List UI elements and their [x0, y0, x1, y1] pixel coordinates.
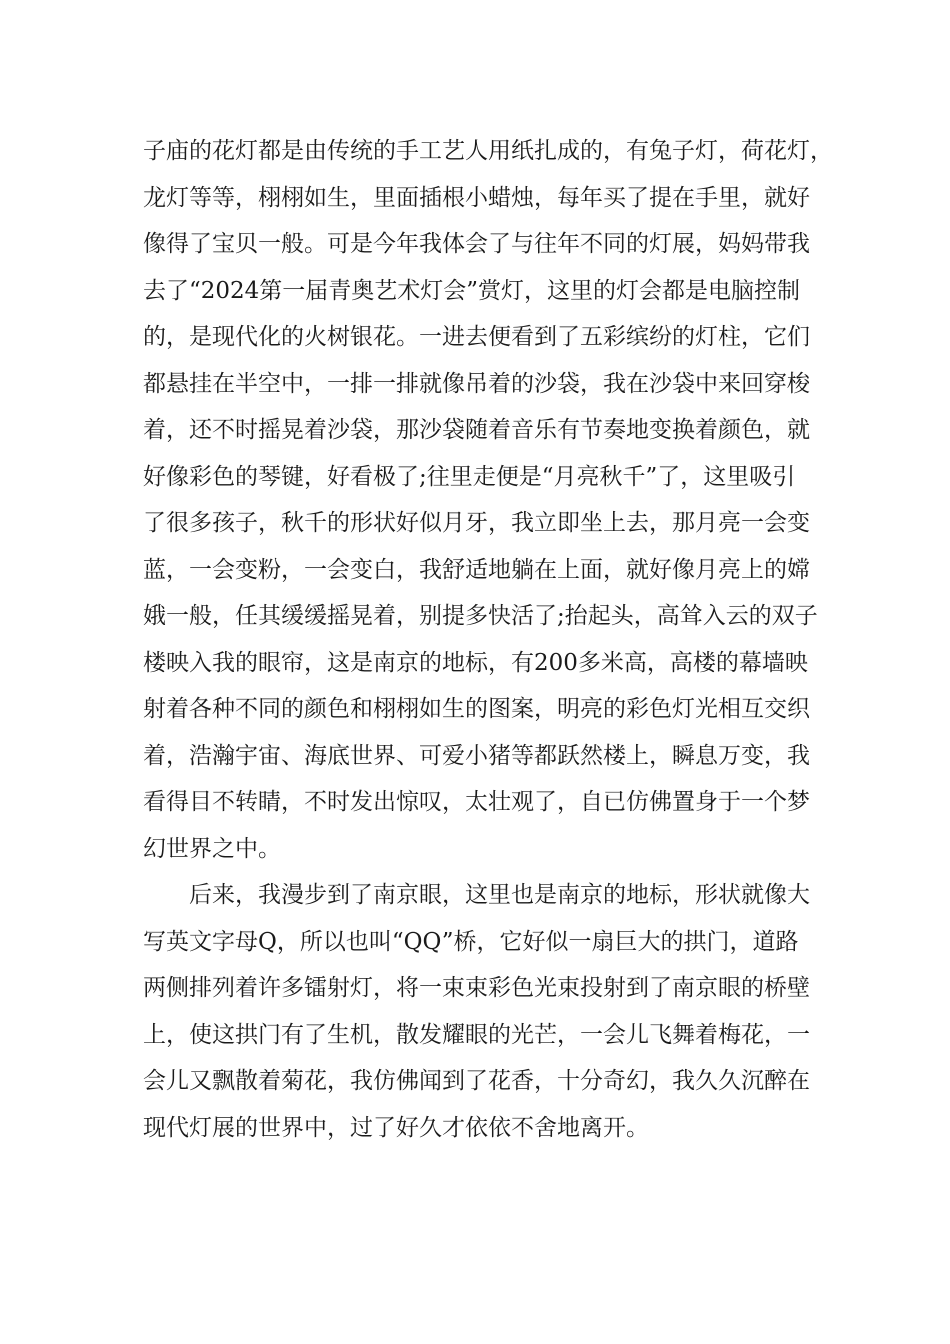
paragraph-1 [143, 128, 833, 872]
text-line: 写英文字母Q，所以也叫“QQ”桥，它好似一扇巨大的拱门，道路 [143, 928, 799, 955]
document-body [143, 128, 833, 1151]
text-line: 幻世界之中。 [143, 835, 281, 862]
text-line: 会儿又飘散着菊花，我仿佛闻到了花香，十分奇幻，我久久沉醉在 [143, 1068, 810, 1094]
text-line: 去了“2024第一届青奥艺术灯会”赏灯，这里的灯会都是电脑控制 [143, 277, 801, 304]
text-line: 都悬挂在半空中，一排一排就像吊着的沙袋，我在沙袋中来回穿梭 [143, 370, 810, 397]
text-line: 像得了宝贝一般。可是今年我体会了与往年不同的灯展，妈妈带我 [143, 231, 810, 257]
text-line: 上，使这拱门有了生机，散发耀眼的光芒，一会儿飞舞着梅花，一 [143, 1021, 810, 1048]
text-line: 现代灯展的世界中，过了好久才依依不舍地离开。 [143, 1114, 649, 1141]
text-line: 好像彩色的琴键，好看极了;往里走便是“月亮秋千”了，这里吸引 [143, 463, 796, 490]
text-line: 看得目不转睛，不时发出惊叹，太壮观了，自已仿佛置身于一个梦 [143, 789, 810, 815]
text-line: 子庙的花灯都是由传统的手工艺人用纸扎成的，有兔子灯，荷花灯， [143, 138, 833, 164]
text-line: 的，是现代化的火树银花。一进去便看到了五彩缤纷的灯柱，它们 [143, 324, 810, 350]
paragraph-2 [143, 872, 813, 1151]
text-line: 楼映入我的眼帘，这是南京的地标，有200多米高，高楼的幕墙映 [143, 649, 808, 676]
text-line: 龙灯等等，栩栩如生，里面插根小蜡烛，每年买了提在手里，就好 [143, 184, 810, 211]
text-line: 蓝，一会变粉，一会变白，我舒适地躺在上面，就好像月亮上的嫦 [143, 556, 810, 583]
text-line: 后来，我漫步到了南京眼，这里也是南京的地标，形状就像大 [189, 882, 810, 908]
text-line: 两侧排列着许多镭射灯，将一束束彩色光束投射到了南京眼的桥壁 [143, 975, 810, 1001]
text-line: 了很多孩子，秋千的形状好似月牙，我立即坐上去，那月亮一会变 [143, 510, 810, 536]
text-line: 着，浩瀚宇宙、海底世界、可爱小猪等都跃然楼上，瞬息万变，我 [143, 742, 810, 769]
text-line: 娥一般，任其缓缓摇晃着，别提多快活了;抬起头，高耸入云的双子 [143, 603, 818, 629]
text-line: 着，还不时摇晃着沙袋，那沙袋随着音乐有节奏地变换着颜色，就 [143, 417, 810, 443]
text-line: 射着各种不同的颜色和栩栩如生的图案，明亮的彩色灯光相互交织 [143, 696, 810, 722]
